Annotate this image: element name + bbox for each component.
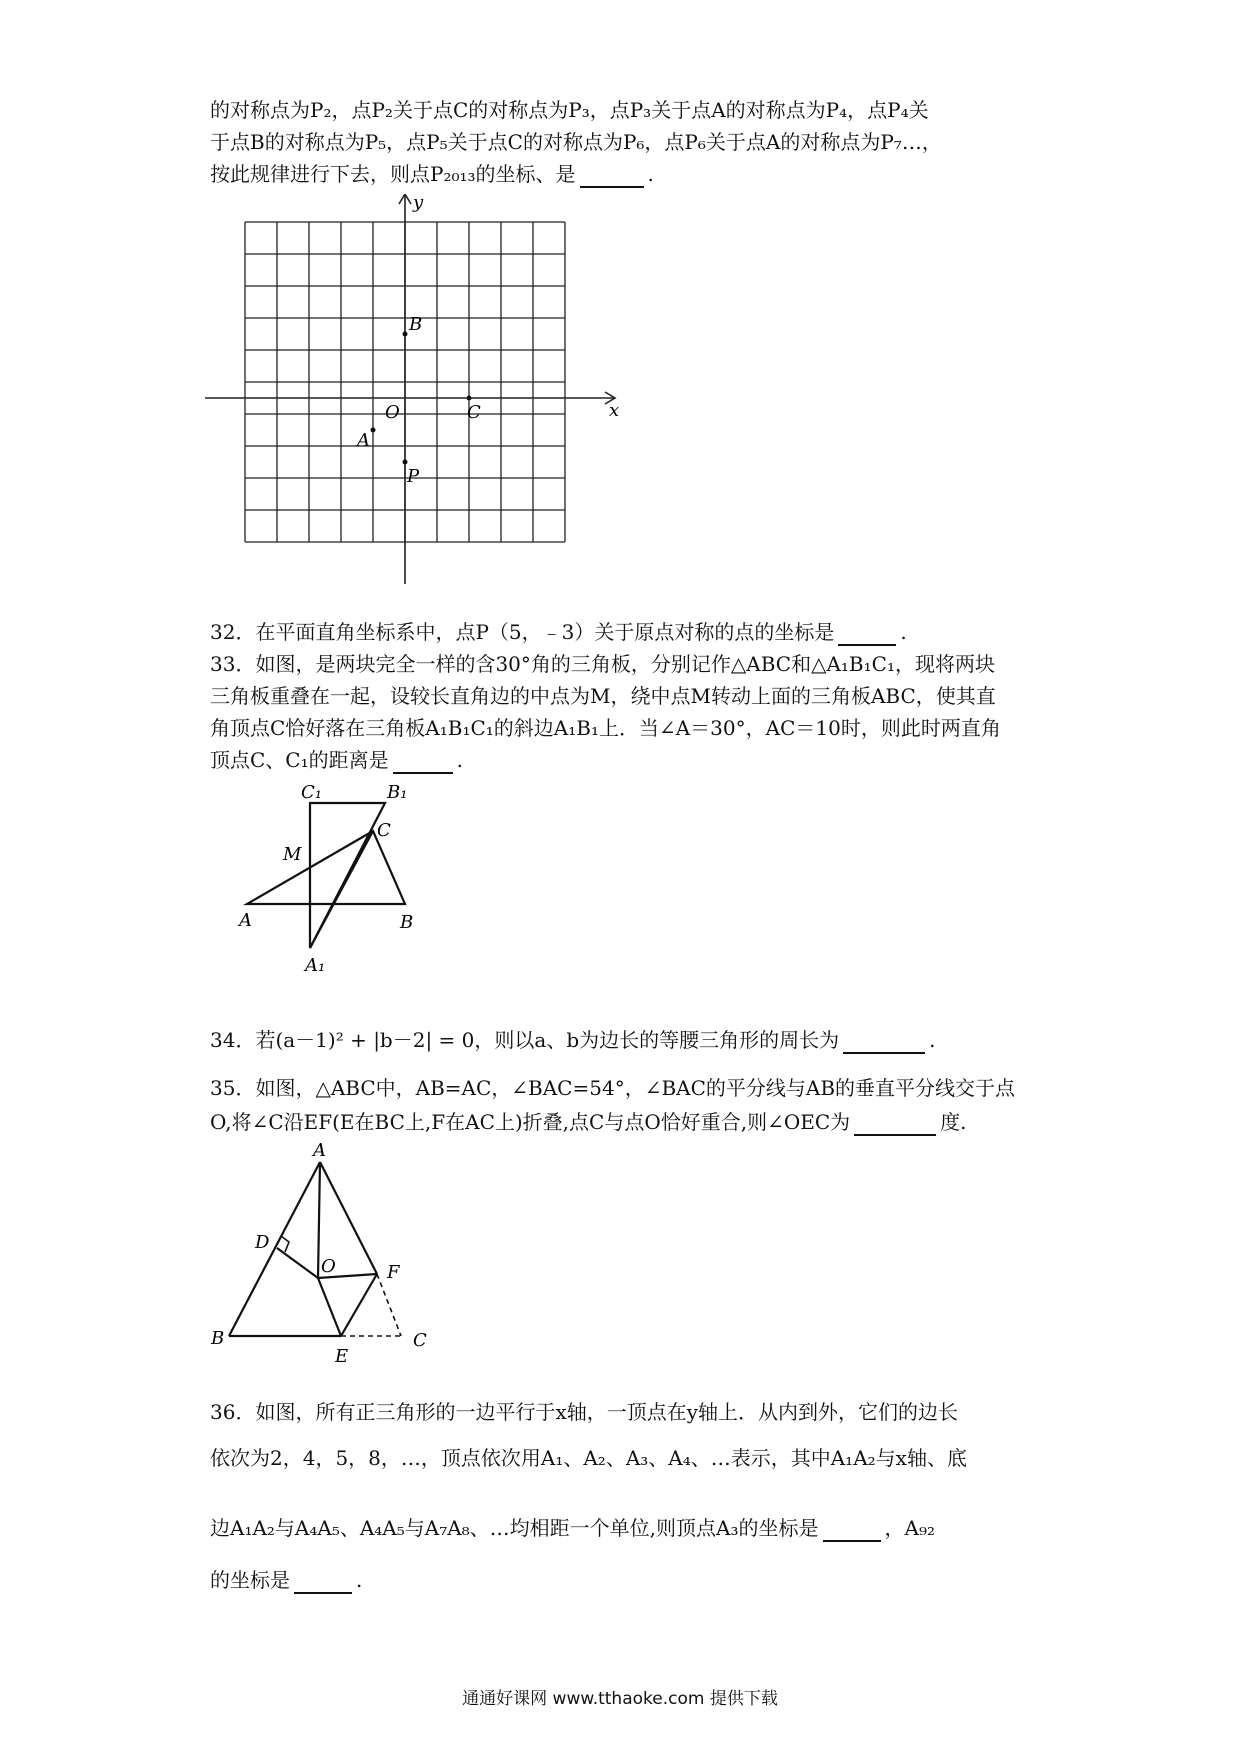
q35-end: 度.: [940, 1110, 967, 1134]
q33-end: .: [456, 748, 463, 772]
triangle-abc: [247, 831, 405, 904]
q32-answer-blank[interactable]: [838, 622, 896, 646]
q34-prefix: 34．若: [210, 1028, 276, 1052]
q32-text: [210, 618, 907, 646]
point-c: [467, 396, 472, 401]
bisector-ao: [318, 1162, 320, 1278]
point-b: [403, 332, 408, 337]
point-label-o: O: [385, 402, 400, 423]
segment-do: [277, 1248, 318, 1278]
triangle-boards-figure: [225, 778, 445, 978]
y-axis-label: y: [413, 194, 424, 213]
point-label-b: B: [409, 314, 423, 335]
page-footer: 通通好课网 www.tthaoke.com 提供下载: [462, 1689, 778, 1709]
label-a1: A₁: [305, 955, 326, 976]
right-angle-mark: [281, 1236, 289, 1252]
q33-line1: 33．如图，是两块完全一样的含30°角的三角板，分别记作△ABC和△A₁B₁C₁，现将两块: [210, 652, 995, 676]
q32-question: 32．在平面直角坐标系中，点P（5，﹣3）关于原点对称的点的坐标是: [210, 620, 835, 644]
label-b: B: [211, 1328, 225, 1349]
label-a: A: [239, 910, 252, 931]
point-label-c: C: [467, 402, 481, 423]
q31-line3: [210, 160, 654, 188]
q33-answer-blank[interactable]: [393, 750, 453, 774]
label-b1: B₁: [387, 782, 408, 803]
label-e: E: [335, 1346, 349, 1367]
segment-oe: [318, 1278, 341, 1336]
label-c: C: [413, 1330, 427, 1351]
point-a: [371, 428, 376, 433]
point-label-p: P: [407, 466, 420, 487]
label-a: A: [313, 1140, 326, 1161]
q35-line2-text: O,将∠C沿EF(E在BC上,F在AC上)折叠,点C与点O恰好重合,则∠OEC为: [210, 1110, 851, 1134]
q35-line2: [210, 1108, 967, 1136]
label-d: D: [255, 1232, 270, 1253]
q35-answer-blank[interactable]: [854, 1112, 936, 1136]
label-c1: C₁: [301, 782, 322, 803]
point-p: [403, 460, 408, 465]
dashed-fc: [377, 1274, 401, 1336]
q34-answer-blank[interactable]: [843, 1030, 925, 1054]
q31-line3-end: .: [647, 162, 654, 186]
label-b: B: [400, 912, 414, 933]
q31-answer-blank[interactable]: [580, 164, 644, 188]
q36-line4: [210, 1566, 362, 1594]
q34-formula: (a－1)² + |b－2| = 0: [275, 1028, 475, 1052]
q33-line3: 角顶点C恰好落在三角板A₁B₁C₁的斜边A₁B₁上．当∠A＝30°，AC＝10时，则此时两直角: [210, 716, 1001, 740]
label-c: C: [377, 820, 391, 841]
point-label-a: A: [357, 430, 370, 451]
x-axis-label: x: [609, 400, 620, 421]
fold-ef: [341, 1274, 377, 1336]
label-m: M: [283, 844, 302, 865]
q36-a3-answer-blank[interactable]: [823, 1518, 881, 1542]
q33-line4: [210, 746, 463, 774]
q33-line2: 三角板重叠在一起，设较长直角边的中点为M，绕中点M转动上面的三角板ABC，使其直: [210, 684, 996, 708]
label-f: F: [387, 1262, 400, 1283]
q36-a92-answer-blank[interactable]: [294, 1570, 352, 1594]
q36-line1: 36．如图，所有正三角形的一边平行于x轴，一顶点在y轴上．从内到外，它们的边长: [210, 1400, 959, 1424]
grid-points: [355, 314, 481, 487]
folded-triangle-figure: [205, 1140, 450, 1370]
q31-line2: 于点B的对称点为P₅，点P₅关于点C的对称点为P₆，点P₆关于点A的对称点为P₇…，: [210, 130, 942, 154]
q36-line3b: ，A₉₂: [884, 1516, 935, 1540]
q36-line3: [210, 1514, 935, 1542]
coordinate-grid-figure: [205, 194, 625, 586]
label-o: O: [321, 1256, 336, 1277]
q34-text: [210, 1026, 936, 1054]
side-ab: [229, 1162, 320, 1336]
q36-line3-text: 边A₁A₂与A₄A₅、A₄A₅与A₇A₈、…均相距一个单位,则顶点A₃的坐标是: [210, 1516, 819, 1540]
q31-line3-text: 按此规律进行下去，则点P₂₀₁₃的坐标、是: [210, 162, 576, 186]
q36-line4-text: 的坐标是: [210, 1568, 290, 1592]
q34-suffix: ，则以a、b为边长的等腰三角形的周长为: [474, 1028, 840, 1052]
q32-end: .: [900, 620, 907, 644]
q36-end: .: [356, 1568, 363, 1592]
q35-line1: 35．如图，△ABC中，AB=AC，∠BAC=54°，∠BAC的平分线与AB的垂直平分线交于点: [210, 1076, 1016, 1100]
q36-line2: 依次为2，4，5，8，…，顶点依次用A₁、A₂、A₃、A₄、…表示，其中A₁A₂与x轴、底: [210, 1446, 967, 1470]
q34-end: .: [929, 1028, 936, 1052]
q33-line4-text: 顶点C、C₁的距离是: [210, 748, 389, 772]
q31-line1: 的对称点为P₂，点P₂关于点C的对称点为P₃，点P₃关于点A的对称点为P₄，点P₄关: [210, 98, 929, 122]
